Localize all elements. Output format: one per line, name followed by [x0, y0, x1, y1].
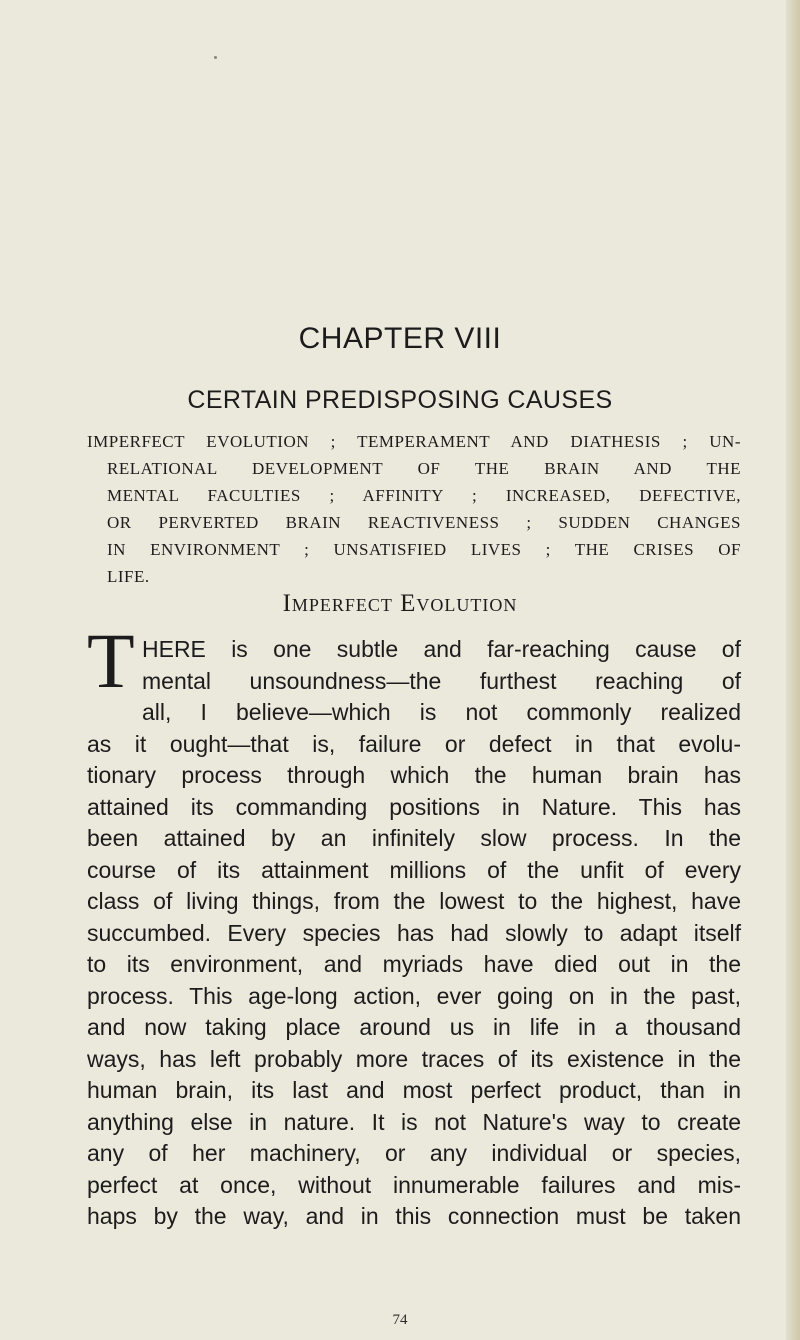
chapter-synopsis — [87, 428, 741, 590]
synopsis-line: IN ENVIRONMENT ; UNSATISFIED LIVES ; THE CRISES OF — [107, 540, 741, 559]
synopsis-line: RELATIONAL DEVELOPMENT OF THE BRAIN AND THE — [107, 459, 741, 478]
paper-speck — [214, 56, 217, 59]
body-line: mental unsoundness—the furthest reaching of — [142, 667, 741, 694]
body-line: haps by the way, and in this connection must be taken — [87, 1203, 741, 1229]
body-paragraph — [87, 634, 741, 1233]
synopsis-line: OR PERVERTED BRAIN REACTIVENESS ; SUDDEN CHANGES — [107, 513, 741, 532]
drop-cap: T — [87, 617, 135, 704]
synopsis-line: LIFE. — [107, 567, 150, 586]
body-line: tionary process through which the human brain has — [87, 762, 741, 788]
body-line: attained its commanding positions in Nature. This has — [87, 793, 741, 820]
body-line: anything else in nature. It is not Nature's way to create — [87, 1108, 741, 1135]
body-line: succumbed. Every species has had slowly to adapt itself — [87, 919, 741, 946]
synopsis-line: IMPERFECT EVOLUTION ; TEMPERAMENT AND DIATHESIS ; UN- — [87, 432, 741, 451]
body-line: to its environment, and myriads have died out in the — [87, 951, 741, 977]
body-line: course of its attainment millions of the unfit of every — [87, 856, 741, 883]
body-line: and now taking place around us in life in a thousand — [87, 1014, 741, 1040]
body-line: perfect at once, without innumerable failures and mis- — [87, 1171, 741, 1198]
body-line: any of her machinery, or any individual or species, — [87, 1140, 741, 1166]
page-edge-shadow — [786, 0, 800, 1340]
body-line: human brain, its last and most perfect product, than in — [87, 1077, 741, 1103]
chapter-number: CHAPTER VIII — [298, 322, 502, 355]
synopsis-line: MENTAL FACULTIES ; AFFINITY ; INCREASED, DEFECTIVE, — [107, 486, 741, 505]
section-heading: Imperfect Evolution — [282, 590, 518, 617]
body-line: all, I believe—which is not commonly realized — [142, 699, 741, 725]
body-line: process. This age-long action, ever going on in the past, — [87, 982, 741, 1009]
chapter-title: CERTAIN PREDISPOSING CAUSES — [187, 386, 613, 414]
body-line: been attained by an infinitely slow process. In the — [87, 825, 741, 851]
body-line: as it ought—that is, failure or defect in that evolu- — [87, 730, 741, 757]
body-line: ways, has left probably more traces of its existence in the — [87, 1045, 741, 1072]
body-line: class of living things, from the lowest to the highest, have — [87, 888, 741, 914]
body-line: HERE is one subtle and far-reaching cause of — [142, 636, 741, 662]
page-number: 74 — [392, 1312, 408, 1328]
